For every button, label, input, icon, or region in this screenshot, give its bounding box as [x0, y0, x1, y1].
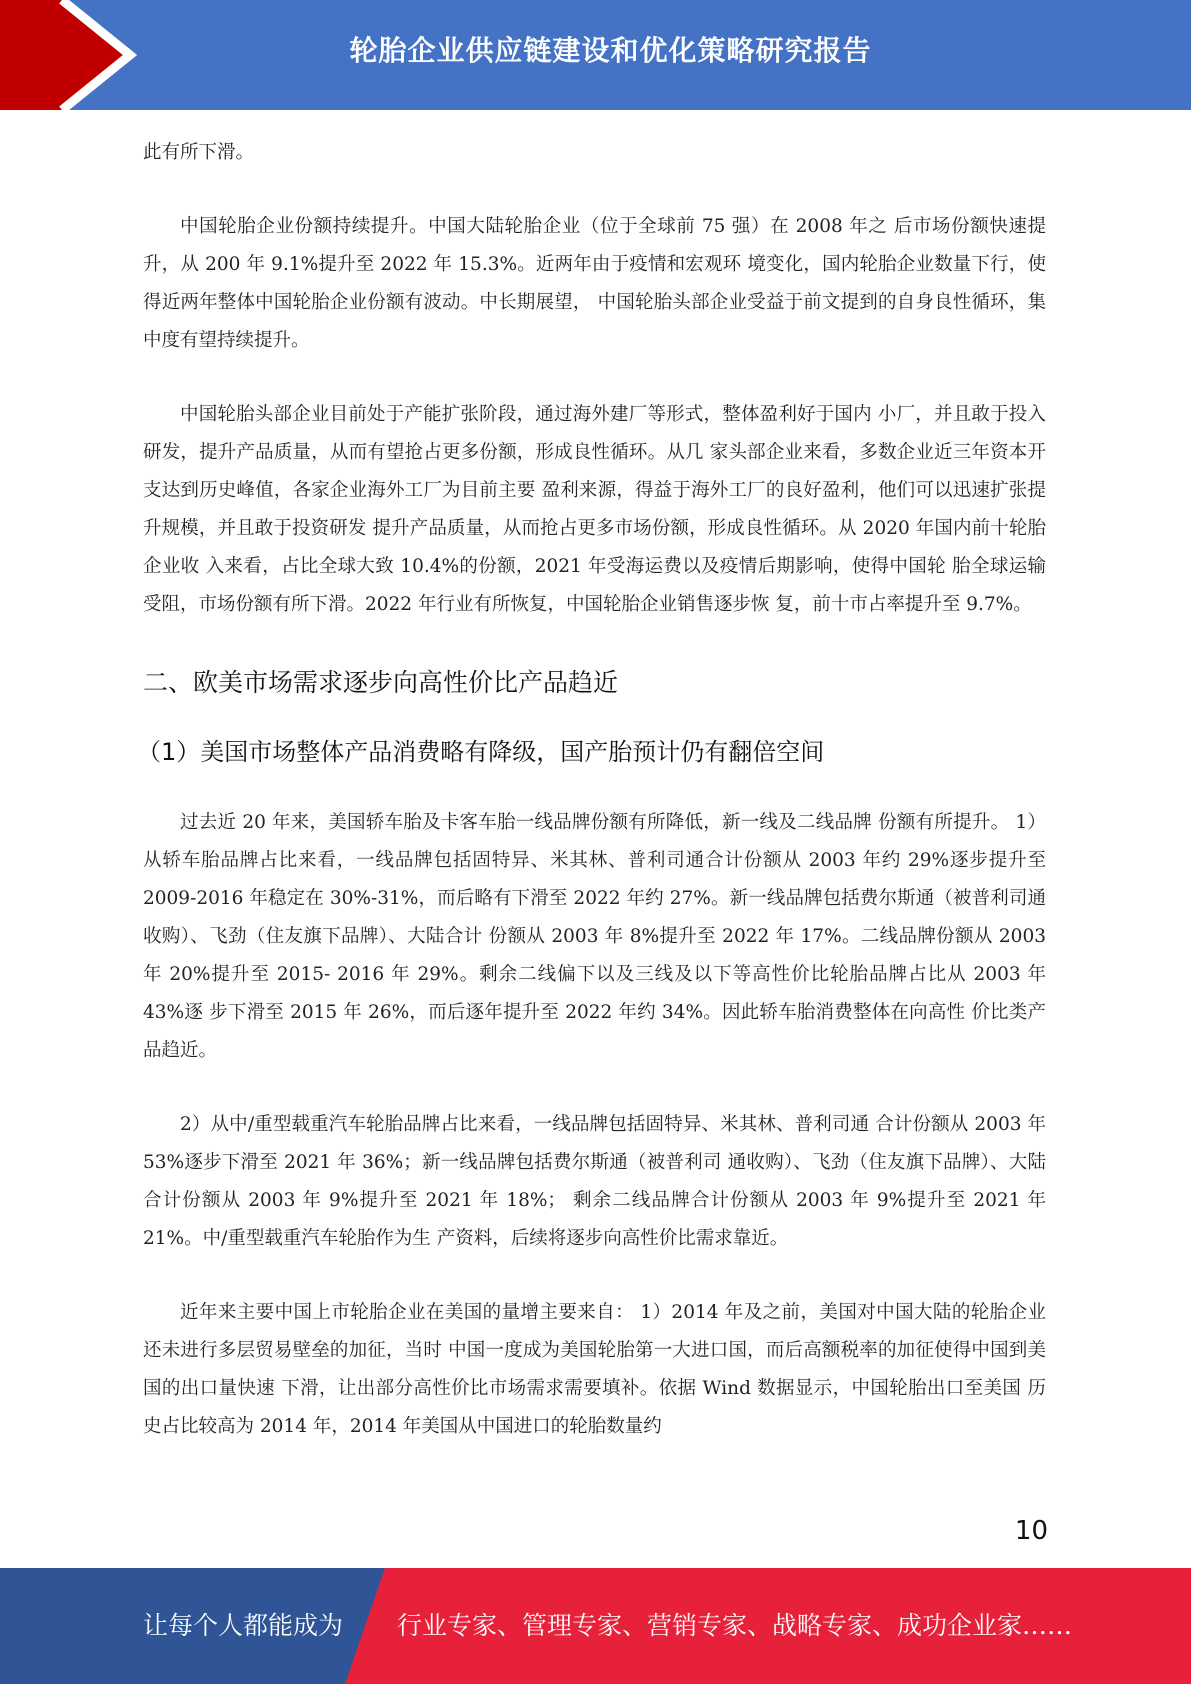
page-number: 10: [1014, 1516, 1048, 1546]
paragraph-5: 2）从中/重型载重汽车轮胎品牌占比来看，一线品牌包括固特异、米其林、普利司通 合计份额从 2003 年 53%逐步下滑至 2021 年 36%；新一线品牌包括费尔斯通（被普利司 通收购）、飞劲（住友旗下品牌）、大陆合计份额从 2003 年 9%提升至 2021 年 18%； 剩余二线品牌合计份额从 2003 年 9%提升至 2021 年 21%。中/重型载重汽车轮胎作为生 产资料，后续将逐步向高性价比需求靠近。: [143, 1114, 1046, 1249]
paragraph-3: 中国轮胎头部企业目前处于产能扩张阶段，通过海外建厂等形式，整体盈利好于国内 小厂，并且敢于投入研发，提升产品质量，从而有望抢占更多份额，形成良性循环。从几 家头部企业来看，多数企业近三年资本开支达到历史峰值，各家企业海外工厂为目前主要 盈利来源，得益于海外工厂的良好盈利，他们可以迅速扩张提升规模，并且敢于投资研发 提升产品质量，从而抢占更多市场份额，形成良性循环。从 2020 年国内前十轮胎企业收 入来看，占比全球大致 10.4%的份额，2021 年受海运费以及疫情后期影响，使得中国轮 胎全球运输受阻，市场份额有所下滑。2022 年行业有所恢复，中国轮胎企业销售逐步恢 复，前十市占率提升至 9.7%。: [143, 404, 1046, 615]
page-footer: [0, 1568, 1191, 1684]
page-header: [0, 0, 1191, 110]
paragraph-2: 中国轮胎企业份额持续提升。中国大陆轮胎企业（位于全球前 75 强）在 2008 年之 后市场份额快速提升，从 200 年 9.1%提升至 2022 年 15.3%。近两年由于疫情和宏观环 境变化，国内轮胎企业数量下行，使得近两年整体中国轮胎企业份额有波动。中长期展望， 中国轮胎头部企业受益于前文提到的自身良性循环，集中度有望持续提升。: [143, 216, 1046, 351]
paragraph-4: 过去近 20 年来，美国轿车胎及卡客车胎一线品牌份额有所降低，新一线及二线品牌 份额有所提升。 1）从轿车胎品牌占比来看，一线品牌包括固特异、米其林、普利司通合计份额从 2003 年约 29%逐步提升至 2009-2016 年稳定在 30%-31%，而后略有下滑至 2022 年约 27%。新一线品牌包括费尔斯通（被普利司通收购）、飞劲（住友旗下品牌）、大陆合计 份额从 2003 年 8%提升至 2022 年 17%。二线品牌份额从 2003 年 20%提升至 2015- 2016 年 29%。剩余二线偏下以及三线及以下等高性价比轮胎品牌占比从 2003 年 43%逐 步下滑至 2015 年 26%，而后逐年提升至 2022 年约 34%。因此轿车胎消费整体在向高性 价比类产品趋近。: [143, 812, 1046, 1061]
footer-slogan-left: 让每个人都能成为: [143, 1611, 344, 1640]
report-title: 轮胎企业供应链建设和优化策略研究报告: [349, 34, 872, 67]
paragraph-1: 此有所下滑。: [143, 142, 255, 163]
footer-slogan-right: 行业专家、管理专家、营销专家、战略专家、成功企业家……: [397, 1611, 1073, 1640]
subsection-heading: （1）美国市场整体产品消费略有降级，国产胎预计仍有翻倍空间: [137, 738, 825, 766]
section-heading: 二、欧美市场需求逐步向高性价比产品趋近: [143, 668, 619, 697]
page-body: [137, 134, 1046, 1482]
paragraph-6: 近年来主要中国上市轮胎企业在美国的量增主要来自： 1）2014 年及之前，美国对中国大陆的轮胎企业还未进行多层贸易壁垒的加征，当时 中国一度成为美国轮胎第一大进口国，而后高额税率的加征使得中国到美国的出口量快速 下滑，让出部分高性价比市场需求需要填补。依据 Wind 数据显示，中国轮胎出口至美国 历史占比较高为 2014 年，2014 年美国从中国进口的轮胎数量约: [143, 1302, 1046, 1437]
